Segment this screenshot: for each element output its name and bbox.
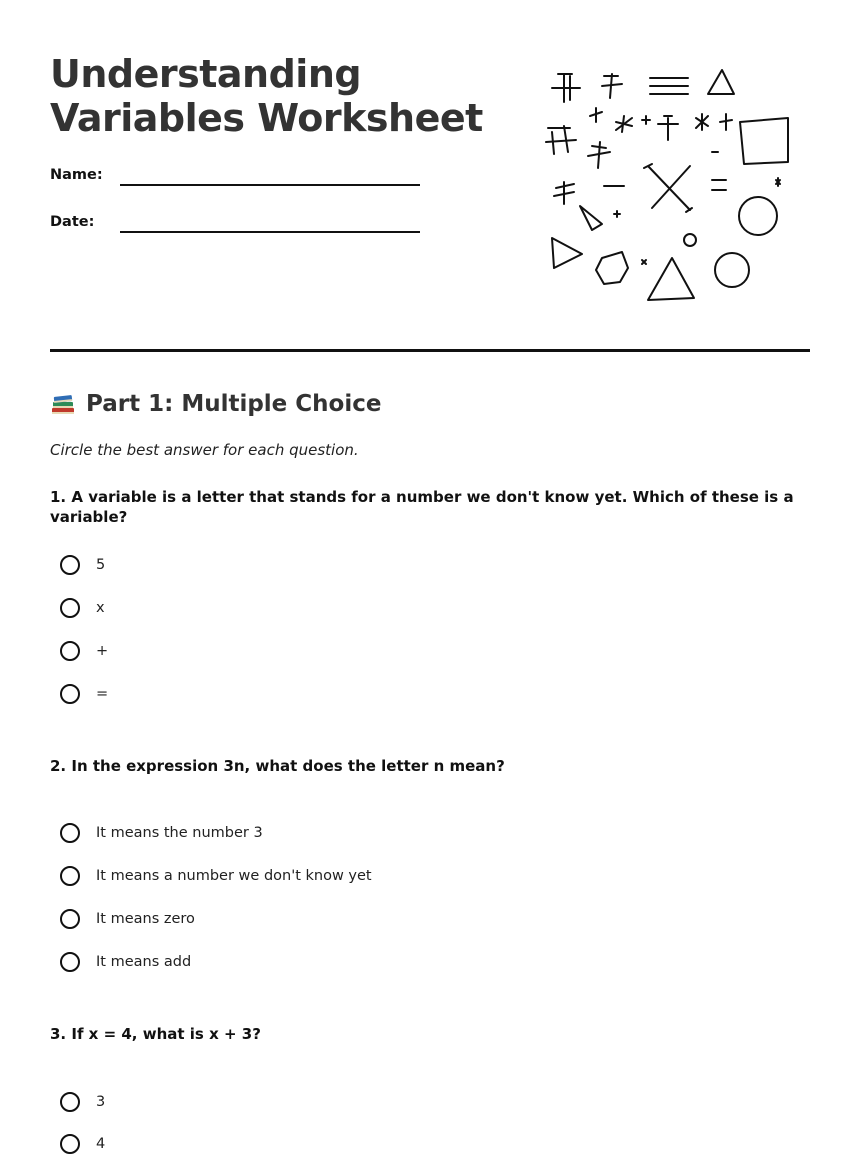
option-label: It means zero: [96, 911, 195, 927]
question-1: 1. A variable is a letter that stands for a number we don't know yet. Which of these is a variable?: [50, 488, 794, 526]
title-line-1: Understanding: [50, 52, 362, 96]
title-line-2: Variables Worksheet: [50, 96, 483, 140]
option-label: +: [96, 643, 109, 659]
option-label: =: [96, 686, 109, 702]
name-line[interactable]: [120, 184, 420, 186]
worksheet-title: [50, 52, 483, 140]
q3-option-b[interactable]: [60, 1131, 105, 1157]
option-label: x: [96, 600, 105, 616]
radio-circle[interactable]: [60, 909, 80, 929]
radio-circle[interactable]: [60, 823, 80, 843]
question-2: 2. In the expression 3n, what does the letter n mean?: [50, 757, 505, 775]
option-label: 3: [96, 1094, 106, 1110]
radio-circle[interactable]: [60, 598, 80, 618]
section-heading-part-1: [50, 388, 381, 420]
radio-circle[interactable]: [60, 555, 80, 575]
date-field[interactable]: [50, 212, 420, 236]
q2-option-a[interactable]: [60, 820, 263, 846]
radio-circle[interactable]: [60, 1134, 80, 1154]
date-line[interactable]: [120, 231, 420, 233]
name-field[interactable]: [50, 165, 420, 189]
name-label: Name:: [50, 167, 103, 183]
q2-option-b[interactable]: [60, 863, 372, 889]
books-icon: [50, 391, 76, 417]
section-divider: [50, 349, 810, 352]
radio-circle[interactable]: [60, 641, 80, 661]
option-label: It means the number 3: [96, 825, 263, 841]
radio-circle[interactable]: [60, 1092, 80, 1112]
date-label: Date:: [50, 214, 95, 230]
section-title: Part 1: Multiple Choice: [86, 391, 382, 417]
radio-circle[interactable]: [60, 952, 80, 972]
radio-circle[interactable]: [60, 866, 80, 886]
q1-option-d[interactable]: [60, 681, 108, 707]
option-label: 5: [96, 557, 106, 573]
math-symbols-doodle-icon: [540, 62, 810, 310]
q2-option-c[interactable]: [60, 906, 195, 932]
radio-circle[interactable]: [60, 684, 80, 704]
instructions-text: Circle the best answer for each question.: [50, 441, 359, 459]
q2-option-d[interactable]: [60, 949, 191, 975]
q1-option-c[interactable]: [60, 638, 108, 664]
q1-option-a[interactable]: [60, 552, 105, 578]
option-label: It means a number we don't know yet: [96, 868, 372, 884]
question-3: 3. If x = 4, what is x + 3?: [50, 1025, 261, 1043]
q3-option-a[interactable]: [60, 1089, 105, 1115]
q1-option-b[interactable]: [60, 595, 105, 621]
option-label: 4: [96, 1136, 106, 1152]
option-label: It means add: [96, 954, 192, 970]
